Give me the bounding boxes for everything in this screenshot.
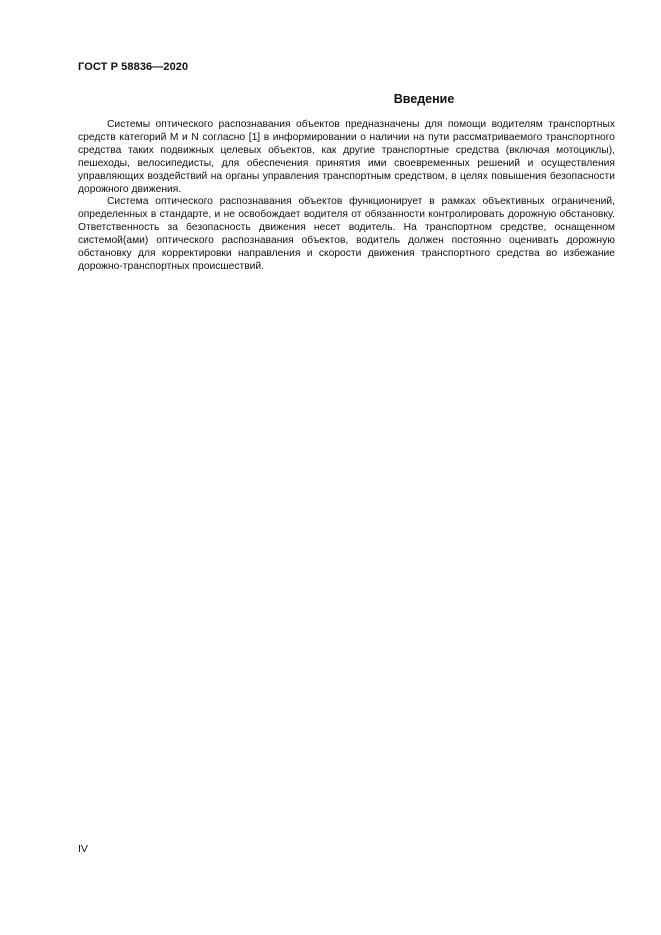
paragraph-1: Системы оптического распознавания объектов предназначены для помощи водителям транспортных средств категорий M и N согласно [1] в информировании о наличии на пути рассматриваемого транспортного средства таких подвижных целевых объектов, как другие транспортные средства (включая мотоциклы), пешеходы, велосипедисты, для обеспечения принятия ими своевременных решений и осуществления управляющих воздействий на органы управления транспортным средством, в целях повышения безопасности дорожного движения. — [78, 119, 615, 195]
paragraph-2: Система оптического распознавания объектов функционирует в рамках объективных ограничений, определенных в стандарте, и не освобождает водителя от обязанности контролировать дорожную обстановку. Ответственность за безопасность движения несет водитель. На транспортном средстве, оснащенном системой(ами) оптического распознавания объектов, водитель должен постоянно оценивать дорожную обстановку для корректировки направления и скорости движения транспортного средства во избежание дорожно-транспортных происшествий. — [78, 196, 615, 272]
document-header-standard-id: ГОСТ Р 58836—2020 — [78, 61, 189, 73]
section-title: Введение — [393, 92, 455, 106]
body-text — [78, 119, 615, 274]
page-number: IV — [78, 843, 88, 855]
